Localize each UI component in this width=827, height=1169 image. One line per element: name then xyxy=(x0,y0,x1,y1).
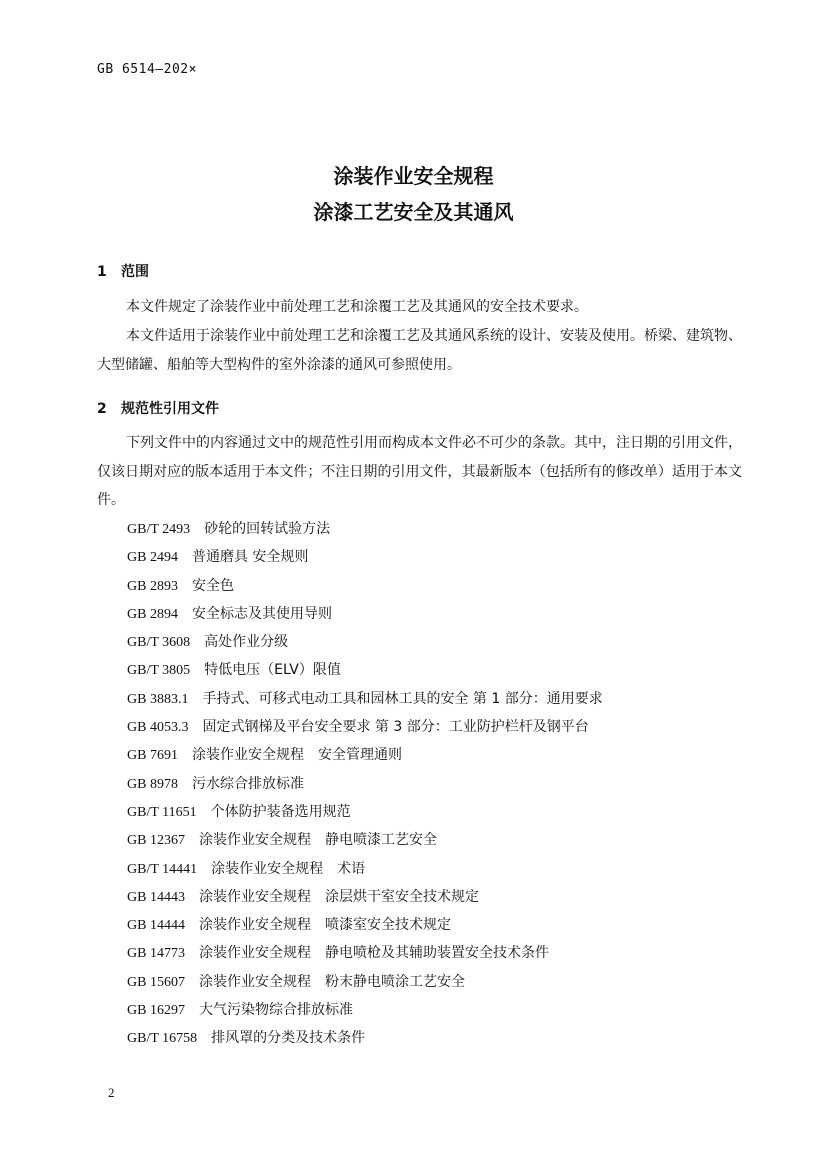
section-1-number: 1 xyxy=(97,264,107,280)
reference-title: 特低电压（ELV）限值 xyxy=(204,662,341,679)
reference-list xyxy=(127,515,603,1053)
reference-code: GB 3883.1 xyxy=(127,691,189,707)
section-1-heading xyxy=(97,261,149,281)
reference-item xyxy=(127,741,603,769)
reference-item xyxy=(127,855,603,883)
reference-item xyxy=(127,600,603,628)
reference-title: 固定式钢梯及平台安全要求 第 3 部分：工业防护栏杆及钢平台 xyxy=(202,719,589,736)
reference-title: 涂装作业安全规程 安全管理通则 xyxy=(191,747,402,764)
section-1-title: 范围 xyxy=(121,264,149,280)
reference-title: 涂装作业安全规程 术语 xyxy=(211,860,366,877)
standard-code-header: GB 6514—202× xyxy=(97,62,197,77)
reference-item xyxy=(127,826,603,854)
reference-code: GB 16297 xyxy=(127,1003,185,1019)
reference-code: GB/T 14441 xyxy=(127,861,198,877)
title-line-1: 涂装作业安全规程 xyxy=(333,164,494,188)
reference-title: 涂装作业安全规程 静电喷漆工艺安全 xyxy=(198,832,437,849)
scope-paragraph-1: 本文件规定了涂装作业中前处理工艺和涂覆工艺及其通风的安全技术要求。 xyxy=(126,299,588,315)
reference-code: GB 15607 xyxy=(127,974,185,990)
reference-code: GB 14773 xyxy=(127,946,185,962)
reference-item xyxy=(127,996,603,1024)
title-line-2: 涂漆工艺安全及其通风 xyxy=(313,200,514,224)
reference-title: 涂装作业安全规程 涂层烘干室安全技术规定 xyxy=(198,888,479,905)
section-2-heading xyxy=(97,398,219,418)
reference-item xyxy=(127,515,603,543)
reference-code: GB 14444 xyxy=(127,918,185,934)
reference-item xyxy=(127,1024,603,1052)
reference-title: 涂装作业安全规程 粉末静电喷涂工艺安全 xyxy=(198,973,465,990)
reference-title: 涂装作业安全规程 喷漆室安全技术规定 xyxy=(198,917,451,934)
reference-title: 砂轮的回转试验方法 xyxy=(204,521,331,537)
reference-item xyxy=(127,685,603,713)
reference-item xyxy=(127,770,603,798)
reference-item xyxy=(127,572,603,600)
reference-title: 安全标志及其使用导则 xyxy=(191,605,332,622)
reference-item xyxy=(127,543,603,571)
reference-item xyxy=(127,939,603,967)
reference-title: 手持式、可移式电动工具和园林工具的安全 第 1 部分：通用要求 xyxy=(202,690,603,707)
reference-item xyxy=(127,883,603,911)
document-title xyxy=(0,158,827,230)
section-2-title: 规范性引用文件 xyxy=(121,401,219,417)
reference-code: GB 2894 xyxy=(127,606,178,622)
reference-title: 涂装作业安全规程 静电喷枪及其辅助装置安全技术条件 xyxy=(198,945,549,962)
reference-item xyxy=(127,798,603,826)
reference-title: 高处作业分级 xyxy=(204,634,289,651)
reference-code: GB 14443 xyxy=(127,889,185,905)
reference-code: GB/T 3805 xyxy=(127,663,191,679)
reference-title: 排风罩的分类及技术条件 xyxy=(211,1030,366,1047)
reference-code: GB 2893 xyxy=(127,578,178,594)
reference-code: GB 12367 xyxy=(127,833,185,849)
reference-item xyxy=(127,628,603,656)
reference-title: 普通磨具 安全规则 xyxy=(191,549,309,566)
reference-code: GB/T 2493 xyxy=(127,522,191,537)
reference-item xyxy=(127,911,603,939)
reference-code: GB 7691 xyxy=(127,748,178,764)
reference-title: 污水综合排放标准 xyxy=(191,775,304,792)
reference-code: GB/T 11651 xyxy=(127,804,197,820)
reference-item xyxy=(127,656,603,684)
reference-code: GB 4053.3 xyxy=(127,720,189,736)
reference-title: 大气污染物综合排放标准 xyxy=(198,1002,353,1019)
normative-references-intro: 下列文件中的内容通过文中的规范性引用而构成本文件必不可少的条款。其中，注日期的引用文件，仅该日期对应的版本适用于本文件；不注日期的引用文件，其最新版本（包括所有的修改单）适用于本文件。 xyxy=(97,435,742,508)
reference-code: GB 8978 xyxy=(127,776,178,792)
reference-title: 安全色 xyxy=(191,577,234,594)
page-number: 2 xyxy=(108,1085,115,1100)
reference-code: GB/T 16758 xyxy=(127,1031,198,1047)
scope-paragraph-2: 本文件适用于涂装作业中前处理工艺和涂覆工艺及其通风系统的设计、安装及使用。桥梁、建筑物、大型储罐、船舶等大型构件的室外涂漆的通风可参照使用。 xyxy=(97,328,742,373)
reference-title: 个体防护装备选用规范 xyxy=(210,803,351,820)
reference-item xyxy=(127,713,603,741)
reference-code: GB/T 3608 xyxy=(127,635,191,651)
section-2-number: 2 xyxy=(97,401,107,417)
reference-code: GB 2494 xyxy=(127,550,178,566)
reference-item xyxy=(127,968,603,996)
